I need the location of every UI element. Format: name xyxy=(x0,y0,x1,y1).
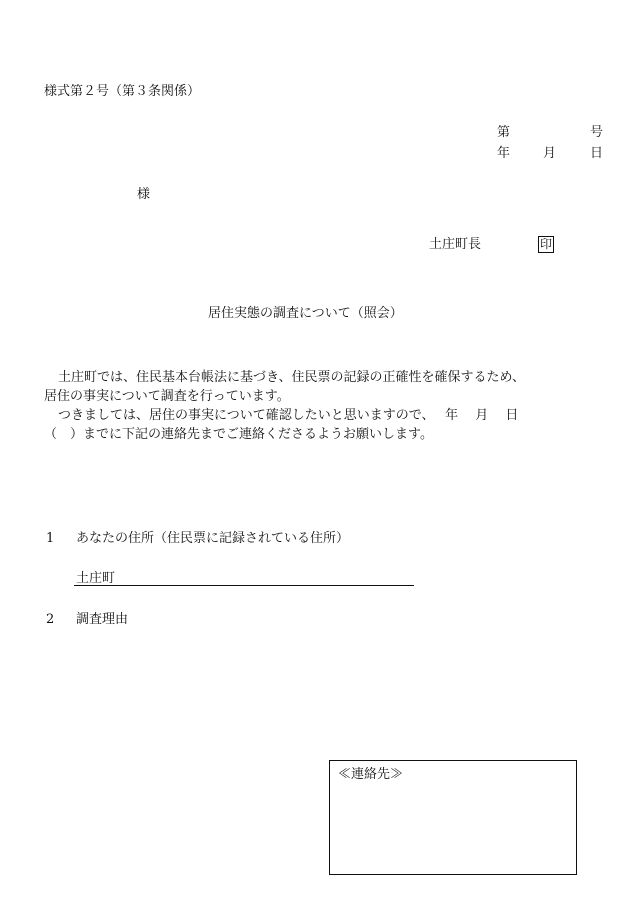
doc-number-suffix: 号 xyxy=(590,125,604,140)
item-1-number: 1 xyxy=(46,531,55,546)
date-month: 月 xyxy=(543,146,557,161)
date-year: 年 xyxy=(497,146,511,161)
body-text xyxy=(44,368,614,444)
body-line-2: 居住の事実について調査を行っています。 xyxy=(44,389,290,404)
item-1-label: あなたの住所（住民票に記録されている住所） xyxy=(76,531,350,546)
date-day: 日 xyxy=(590,146,604,161)
contact-label: ≪連絡先≫ xyxy=(338,767,404,782)
item-2-number: 2 xyxy=(46,612,55,627)
seal-stamp: 印 xyxy=(539,237,552,251)
address-underline xyxy=(74,585,414,586)
doc-number-prefix: 第 xyxy=(497,125,511,140)
form-number: 様式第２号（第３条関係） xyxy=(44,84,201,99)
body-line-3: つきましては、居住の事実について確認したいと思いますので、 年 月 日 xyxy=(58,408,519,423)
address-value: 土庄町 xyxy=(76,571,116,586)
addressee-honorific: 様 xyxy=(137,187,151,202)
body-line-4: （ ）までに下記の連絡先までご連絡くださるようお願いします。 xyxy=(44,427,433,442)
document-title: 居住実態の調査について（照会） xyxy=(208,306,403,321)
item-2-label: 調査理由 xyxy=(76,612,129,627)
contact-box xyxy=(329,760,577,875)
body-line-1: 土庄町では、住民基本台帳法に基づき、住民票の記録の正確性を確保するため、 xyxy=(58,370,525,385)
sender-title: 土庄町長 xyxy=(429,237,482,252)
